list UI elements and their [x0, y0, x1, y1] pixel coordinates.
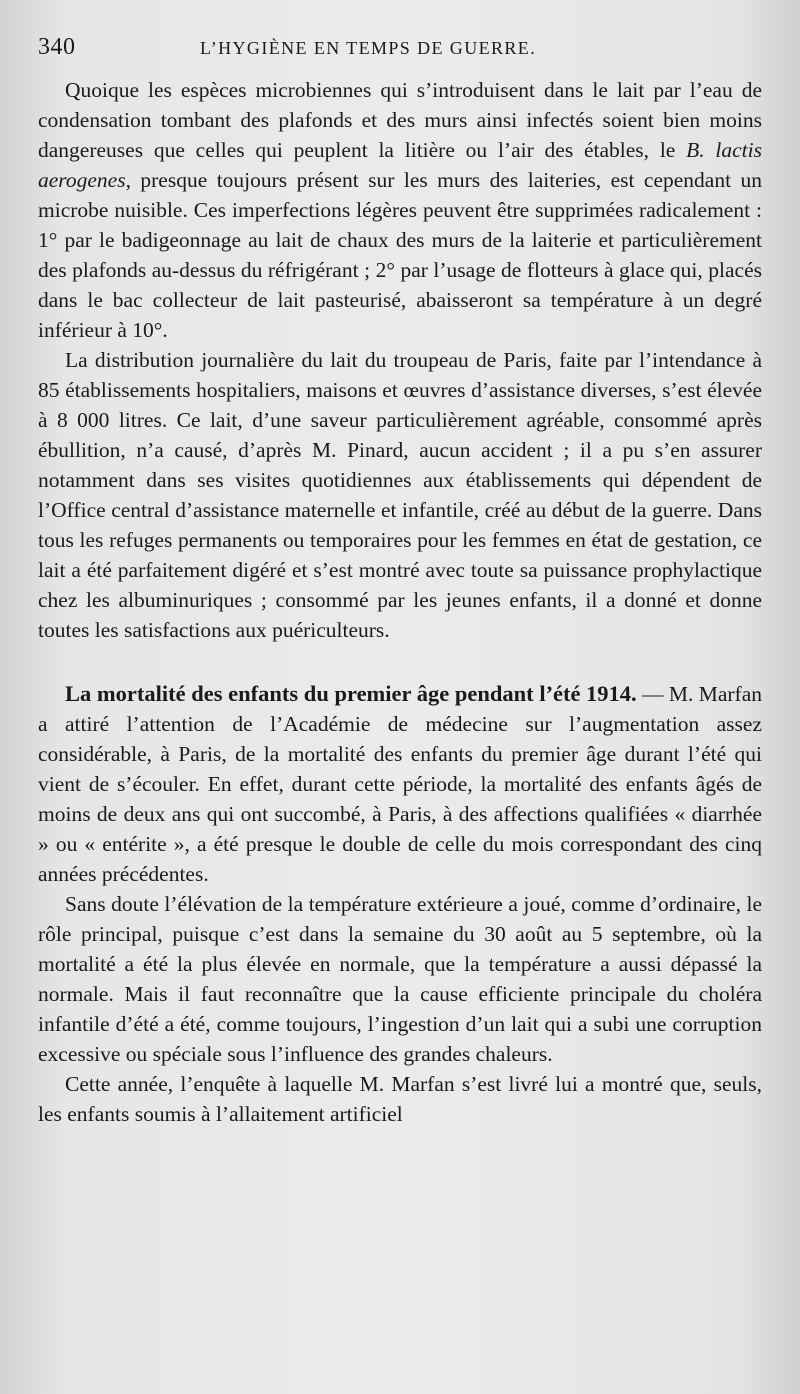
paragraph-4: Sans doute l’élévation de la température extérieure a joué, comme d’ordinaire, le rôle principal, puisque c’est dans la semaine du 30 août au 5 septembre, où la mortalité a été la plus élevée en normale, que la température a aussi dépassé la normale. Mais il faut reconnaître que la cause efficiente principale du choléra infantile d’été a été, comme toujours, l’ingestion d’un lait qui a subi une corruption excessive ou spéciale sous l’influence des grandes chaleurs. — [38, 892, 762, 1066]
page-number: 340 — [38, 34, 76, 60]
section-title: La mortalité des enfants du premier âge pendant l’été — [65, 681, 581, 706]
paragraph-1-text-a: Quoique les espèces microbiennes qui s’introduisent dans le lait par l’eau de condensation tombant des plafonds et des murs ainsi infectés soient bien moins dangereuses que celles qui peuplent la litière ou l’air des étables, le — [38, 78, 762, 162]
paragraph-2: La distribution journalière du lait du troupeau de Paris, faite par l’intendance à 85 établissements hospitaliers, maisons et œuvres d’assistance diverses, s’est élevée à 8 000 litres. Ce lait, d’une saveur particulièrement agréable, consommé après ébullition, n’a causé, d’après M. Pinard, aucun accident ; il a pu s’en assurer notamment dans ses visites quotidiennes aux établissements qui dépendent de l’Office central d’assistance maternelle et infantile, créé au début de la guerre. Dans tous les refuges permanents ou temporaires pour les femmes en état de gestation, ce lait a été parfaitement digéré et s’est montré avec toute sa puissance prophylactique chez les albuminuriques ; consommé par les jeunes enfants, il a donné et donne toutes les satisfactions aux puériculteurs. — [38, 348, 762, 642]
paragraph-1-text-b: , presque toujours présent sur les murs des laiteries, est cependant un microbe nuisible. Ces imperfections légères peuvent être supprimées radicalement : 1° par le badigeonnage au lait de chaux des murs de la laiterie et particulièrement des plafonds au-dessus du réfrigérant ; 2° par l’usage de flotteurs à glace qui, placés dans le bac collecteur de lait pasteurisé, abaisseront sa température à un degré inférieur à 10°. — [38, 168, 762, 342]
paragraph-3-text: — M. Marfan a attiré l’attention de l’Académie de médecine sur l’augmentation assez considérable, à Paris, de la mortalité des enfants du premier âge durant l’été qui vient de s’écouler. En effet, durant cette période, la mortalité des enfants âgés de moins de deux ans qui ont succombé, à Paris, à des affections qualifiées « diarrhée » ou « entérite », a été presque le double de celle du mois correspondant des cinq années précédentes. — [38, 682, 763, 886]
paragraph-5: Cette année, l’enquête à laquelle M. Marfan s’est livré lui a montré que, seuls, les enfants soumis à l’allaitement artificiel — [38, 1072, 762, 1126]
section-year: 1914. — [585, 681, 637, 706]
page-header — [38, 34, 760, 68]
paragraph-1 — [38, 75, 762, 345]
paragraph-1-species-name: B. lactis aerogenes — [38, 138, 762, 192]
running-title: L’HYGIÈNE EN TEMPS DE GUERRE. — [200, 38, 537, 58]
section-heading-paragraph — [38, 679, 762, 889]
body-text — [38, 75, 762, 1129]
